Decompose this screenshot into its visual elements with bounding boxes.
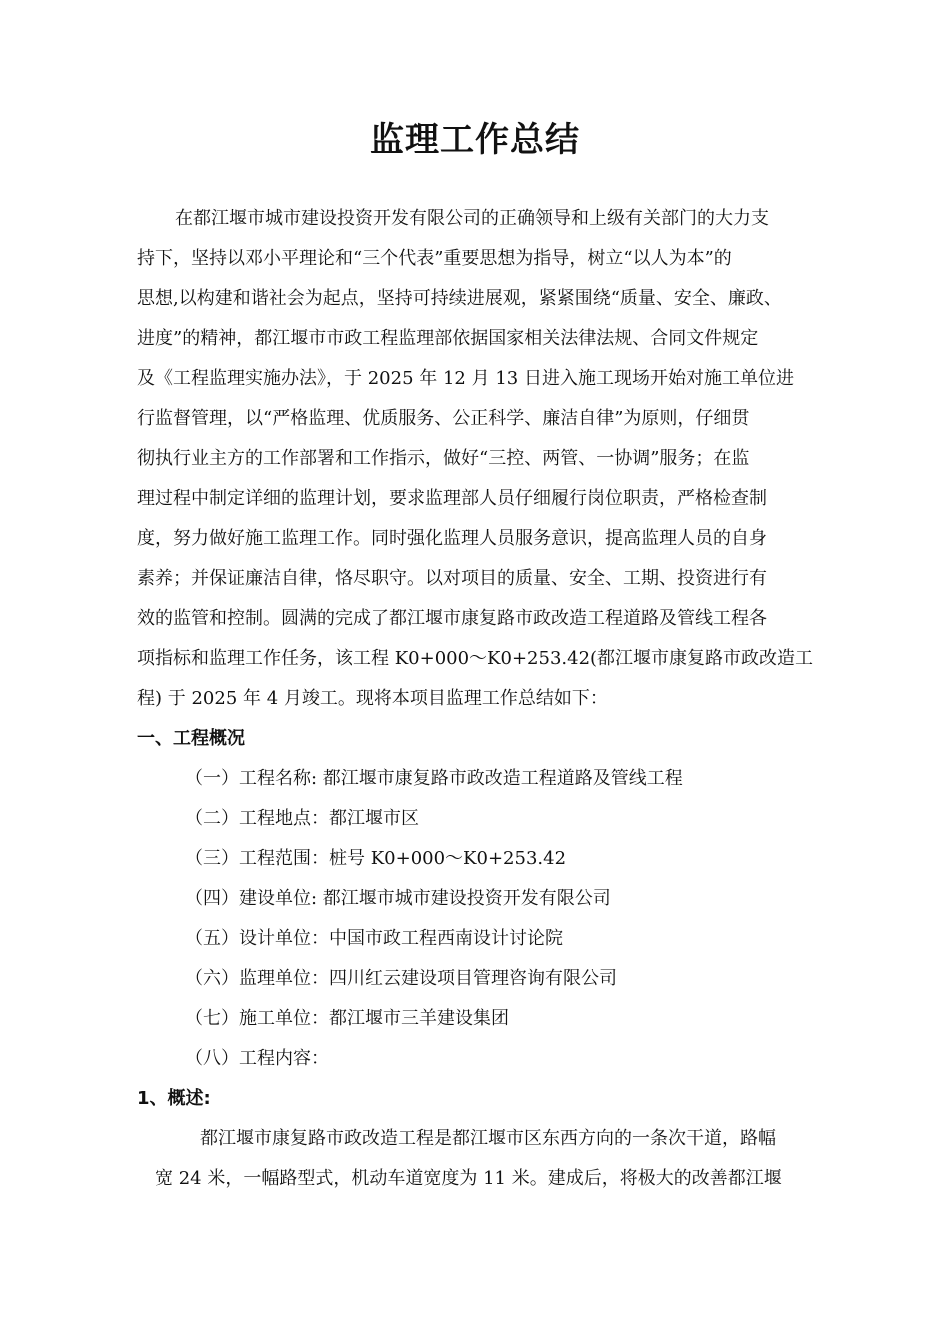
overview-item: （三）工程范围：桩号 K0+000～K0+253.42 [185, 848, 567, 869]
overview-item: （二）工程地点：都江堰市区 [185, 808, 419, 829]
intro-line: 彻执行业主方的工作部署和工作指示，做好“三控、两管、一协调”服务；在监 [137, 448, 750, 469]
intro-line: 程) 于 2025 年 4 月竣工。现将本项目监理工作总结如下： [137, 688, 608, 709]
intro-line: 项指标和监理工作任务，该工程 K0+000～K0+253.42(都江堰市康复路市政改造工 [137, 648, 814, 669]
intro-line: 度，努力做好施工监理工作。同时强化监理人员服务意识，提高监理人员的自身 [137, 528, 767, 549]
intro-line: 及《工程监理实施办法》，于 2025 年 12 月 13 日进入施工现场开始对施工单位进 [137, 368, 794, 389]
overview-item: （六）监理单位：四川红云建设项目管理咨询有限公司 [185, 968, 617, 989]
intro-line: 思想,以构建和谐社会为起点，坚持可持续进展观，紧紧围绕“质量、安全、廉政、 [137, 288, 782, 309]
subsection-heading-summary: 1、概述: [137, 1088, 211, 1109]
overview-item: （五）设计单位：中国市政工程西南设计讨论院 [185, 928, 563, 949]
intro-line: 持下，坚持以邓小平理论和“三个代表”重要思想为指导，树立“以人为本”的 [137, 248, 732, 269]
overview-item: （八）工程内容： [185, 1048, 329, 1069]
section-heading-overview: 一、工程概况 [137, 728, 245, 749]
overview-item: （一）工程名称: 都江堰市康复路市政改造工程道路及管线工程 [185, 768, 683, 789]
overview-item: （七）施工单位：都江堰市三羊建设集团 [185, 1008, 509, 1029]
document-title: 监理工作总结 [370, 120, 580, 160]
summary-line: 宽 24 米，一幅路型式，机动车道宽度为 11 米。建成后，将极大的改善都江堰 [155, 1168, 782, 1189]
intro-line: 在都江堰市城市建设投资开发有限公司的正确领导和上级有关部门的大力支 [175, 208, 769, 229]
intro-line: 进度”的精神，都江堰市市政工程监理部依据国家相关法律法规、合同文件规定 [137, 328, 759, 349]
summary-line: 都江堰市康复路市政改造工程是都江堰市区东西方向的一条次干道，路幅 [200, 1128, 776, 1149]
intro-line: 效的监管和控制。圆满的完成了都江堰市康复路市政改造工程道路及管线工程各 [137, 608, 767, 629]
intro-line: 理过程中制定详细的监理计划，要求监理部人员仔细履行岗位职责，严格检查制 [137, 488, 767, 509]
intro-line: 素养；并保证廉洁自律，恪尽职守。以对项目的质量、安全、工期、投资进行有 [137, 568, 767, 589]
intro-line: 行监督管理，以“严格监理、优质服务、公正科学、廉洁自律”为原则，仔细贯 [137, 408, 750, 429]
overview-item: （四）建设单位: 都江堰市城市建设投资开发有限公司 [185, 888, 611, 909]
